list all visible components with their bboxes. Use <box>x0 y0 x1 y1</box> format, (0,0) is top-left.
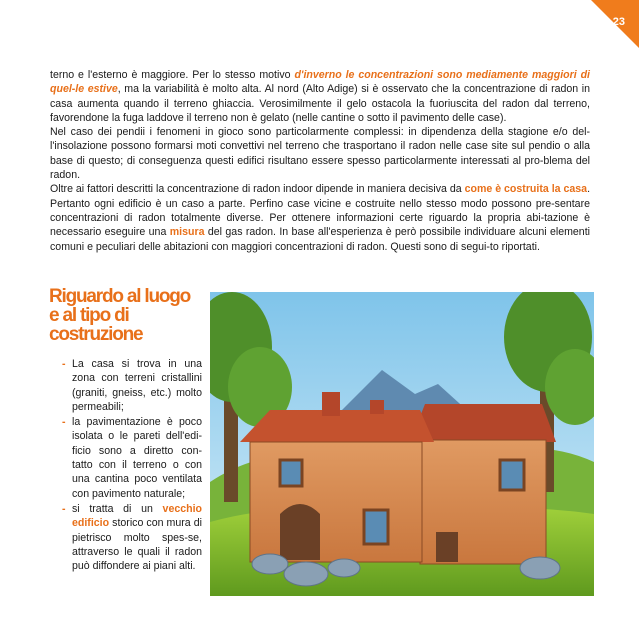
text-run: Oltre ai fattori descritti la concentrazione di radon indoor dipende in maniera decisiva da <box>50 183 465 196</box>
text-run: , ma la variabilità è molto alta. Al nord (Alto Adige) si è osservato che la concentrazione di radon in casa aumenta quando il terreno ghiaccia. Verosimilmente il gelo ostacola la fuoriuscita del radon dal terreno, favorendone la fuga laddove il terreno non è gelato (nelle cantine o sotto il pavimento delle case). <box>50 83 590 124</box>
list-item <box>62 357 202 414</box>
text-run: storico con mura di pietrisco molto spes-se, attraverso le quali il radon può diffondere ai piani alti. <box>72 517 202 573</box>
paragraph-2: Nel caso dei pendii i fenomeni in gioco sono particolarmente complessi: in dipendenza della stagione e/o del-l'insolazione possono formarsi moti convettivi nel terreno che trasportano il radon nelle case site sul pendio o alla base di questo; di conseguenza questi edifici risultano essere spesso particolarmente interessati al pro-blema del radon. <box>50 126 590 182</box>
bullet-list <box>62 357 202 574</box>
bullet-dash: - <box>62 502 66 515</box>
page-number: 23 <box>612 16 625 28</box>
text-run: si tratta di un <box>72 502 163 515</box>
highlight-measurement: misura <box>169 226 205 239</box>
text-run: terno e l'esterno è maggiore. Per lo stesso motivo <box>50 69 295 81</box>
section-title-line: e al tipo di <box>49 305 129 326</box>
body-text <box>50 68 590 254</box>
paragraph-1 <box>50 68 590 125</box>
list-item <box>62 415 202 501</box>
list-item <box>62 502 202 573</box>
text-run: del gas radon. In base all'esperienza è però possibile individuare alcuni elementi comuni e peculiari delle abitazioni con maggiori concentrazioni di radon. Questi sono di segui-to riportati. <box>50 226 590 253</box>
highlight-house-construction: come è costruita la casa <box>464 183 588 196</box>
list-item-text: La casa si trova in una zona con terreni cristallini (graniti, gneiss, etc.) molto permeabili; <box>72 358 202 413</box>
highlight-winter-concentration: d'inverno le concentrazioni sono mediamente maggiori di quel-le estive <box>50 69 590 96</box>
section-title-line: costruzione <box>49 324 143 345</box>
highlight-old-building: vecchio edificio <box>72 502 202 530</box>
paragraph-3 <box>50 182 590 253</box>
bullet-dash: - <box>62 358 66 370</box>
stone-house-illustration <box>210 292 594 596</box>
list-item-text: la pavimentazione è poco isolata o le pareti dell'edi-ficio sono a diretto con-tatto con il terreno o con una cantina poco ventilata con pavimento naturale; <box>72 416 202 500</box>
section-title <box>49 287 199 344</box>
text-run: . Pertanto ogni edificio è un caso a parte. Perfino case vicine e costruite nello stesso modo possono pre-sentare concentrazioni di radon totalmente diverse. Per ottenere informazioni certe riguardo la propria abi-tazione è necessario eseguire una <box>50 183 591 239</box>
bullet-dash: - <box>62 416 66 429</box>
section-title-line: Riguardo al luogo <box>49 286 191 307</box>
house <box>240 392 556 564</box>
